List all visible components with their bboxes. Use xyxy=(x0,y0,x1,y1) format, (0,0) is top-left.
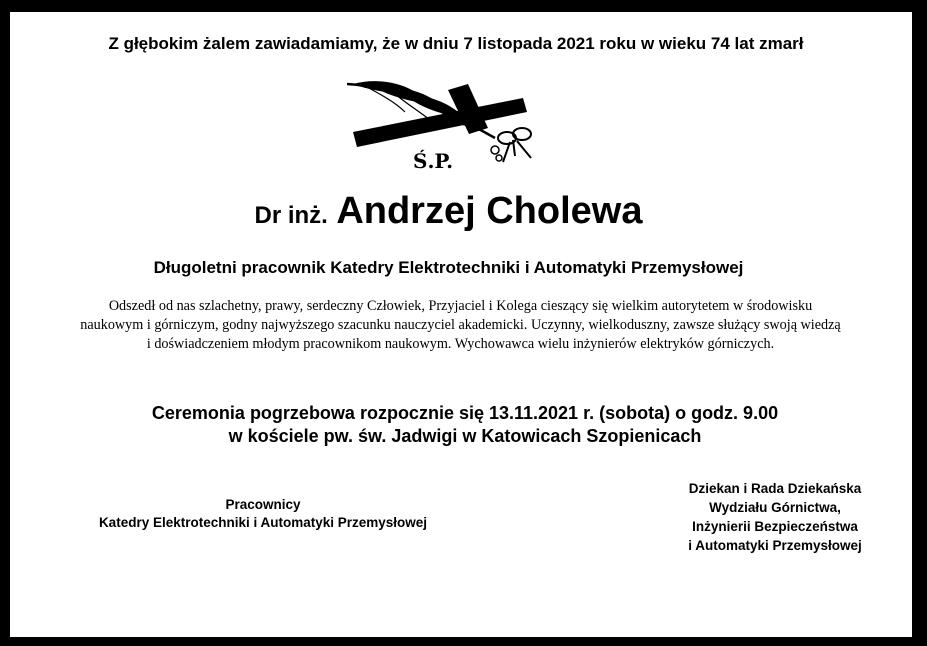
signature-line: Inżynierii Bezpieczeństwa xyxy=(692,519,858,534)
ceremony-info xyxy=(0,402,927,448)
signature-line: Katedry Elektrotechniki i Automatyki Przemysłowej xyxy=(98,514,428,530)
intro-text: Z głębokim żalem zawiadamiamy, że w dniu 7 listopada 2021 roku w wieku 74 lat zmarł xyxy=(108,34,804,53)
signature-line: Wydziału Górnictwa, xyxy=(709,500,841,515)
bio-line: naukowym i górniczym, godny najwyższego szacunku nauczyciel akademicki. Uczynny, wielkoduszny, zawsze służący swoją wiedzą xyxy=(80,317,841,333)
biography-paragraph xyxy=(38,297,883,354)
cross-with-palm-branch-icon xyxy=(345,76,545,176)
ceremony-line: Ceremonia pogrzebowa rozpocznie się 13.11.2021 r. (sobota) o godz. 9.00 xyxy=(151,403,779,423)
signature-line: i Automatyki Przemysłowej xyxy=(688,538,862,553)
ceremony-line: w kościele pw. św. Jadwigi w Katowicach Szopienicach xyxy=(228,426,702,446)
academic-title: Dr inż. xyxy=(254,202,328,229)
signature-line: Dziekan i Rada Dziekańska xyxy=(688,481,862,496)
signature-staff xyxy=(58,496,468,531)
position-text: Długoletni pracownik Katedry Elektrotechniki i Automatyki Przemysłowej xyxy=(153,258,744,277)
signature-line: Pracownicy xyxy=(225,497,301,512)
emblem-text: Ś.P. xyxy=(413,149,454,173)
deceased-name: Andrzej Cholewa xyxy=(336,190,643,232)
bio-line: Odszedł od nas szlachetny, prawy, serdeczny Człowiek, Przyjaciel i Kolega cieszący się wielkim autorytetem w środowisku xyxy=(108,298,813,314)
signature-dean xyxy=(645,479,905,555)
bio-line: i doświadczeniem młodym pracownikom naukowym. Wychowawca wielu inżynierów elektryków górniczych. xyxy=(146,336,775,352)
deceased-name-line xyxy=(0,190,897,233)
